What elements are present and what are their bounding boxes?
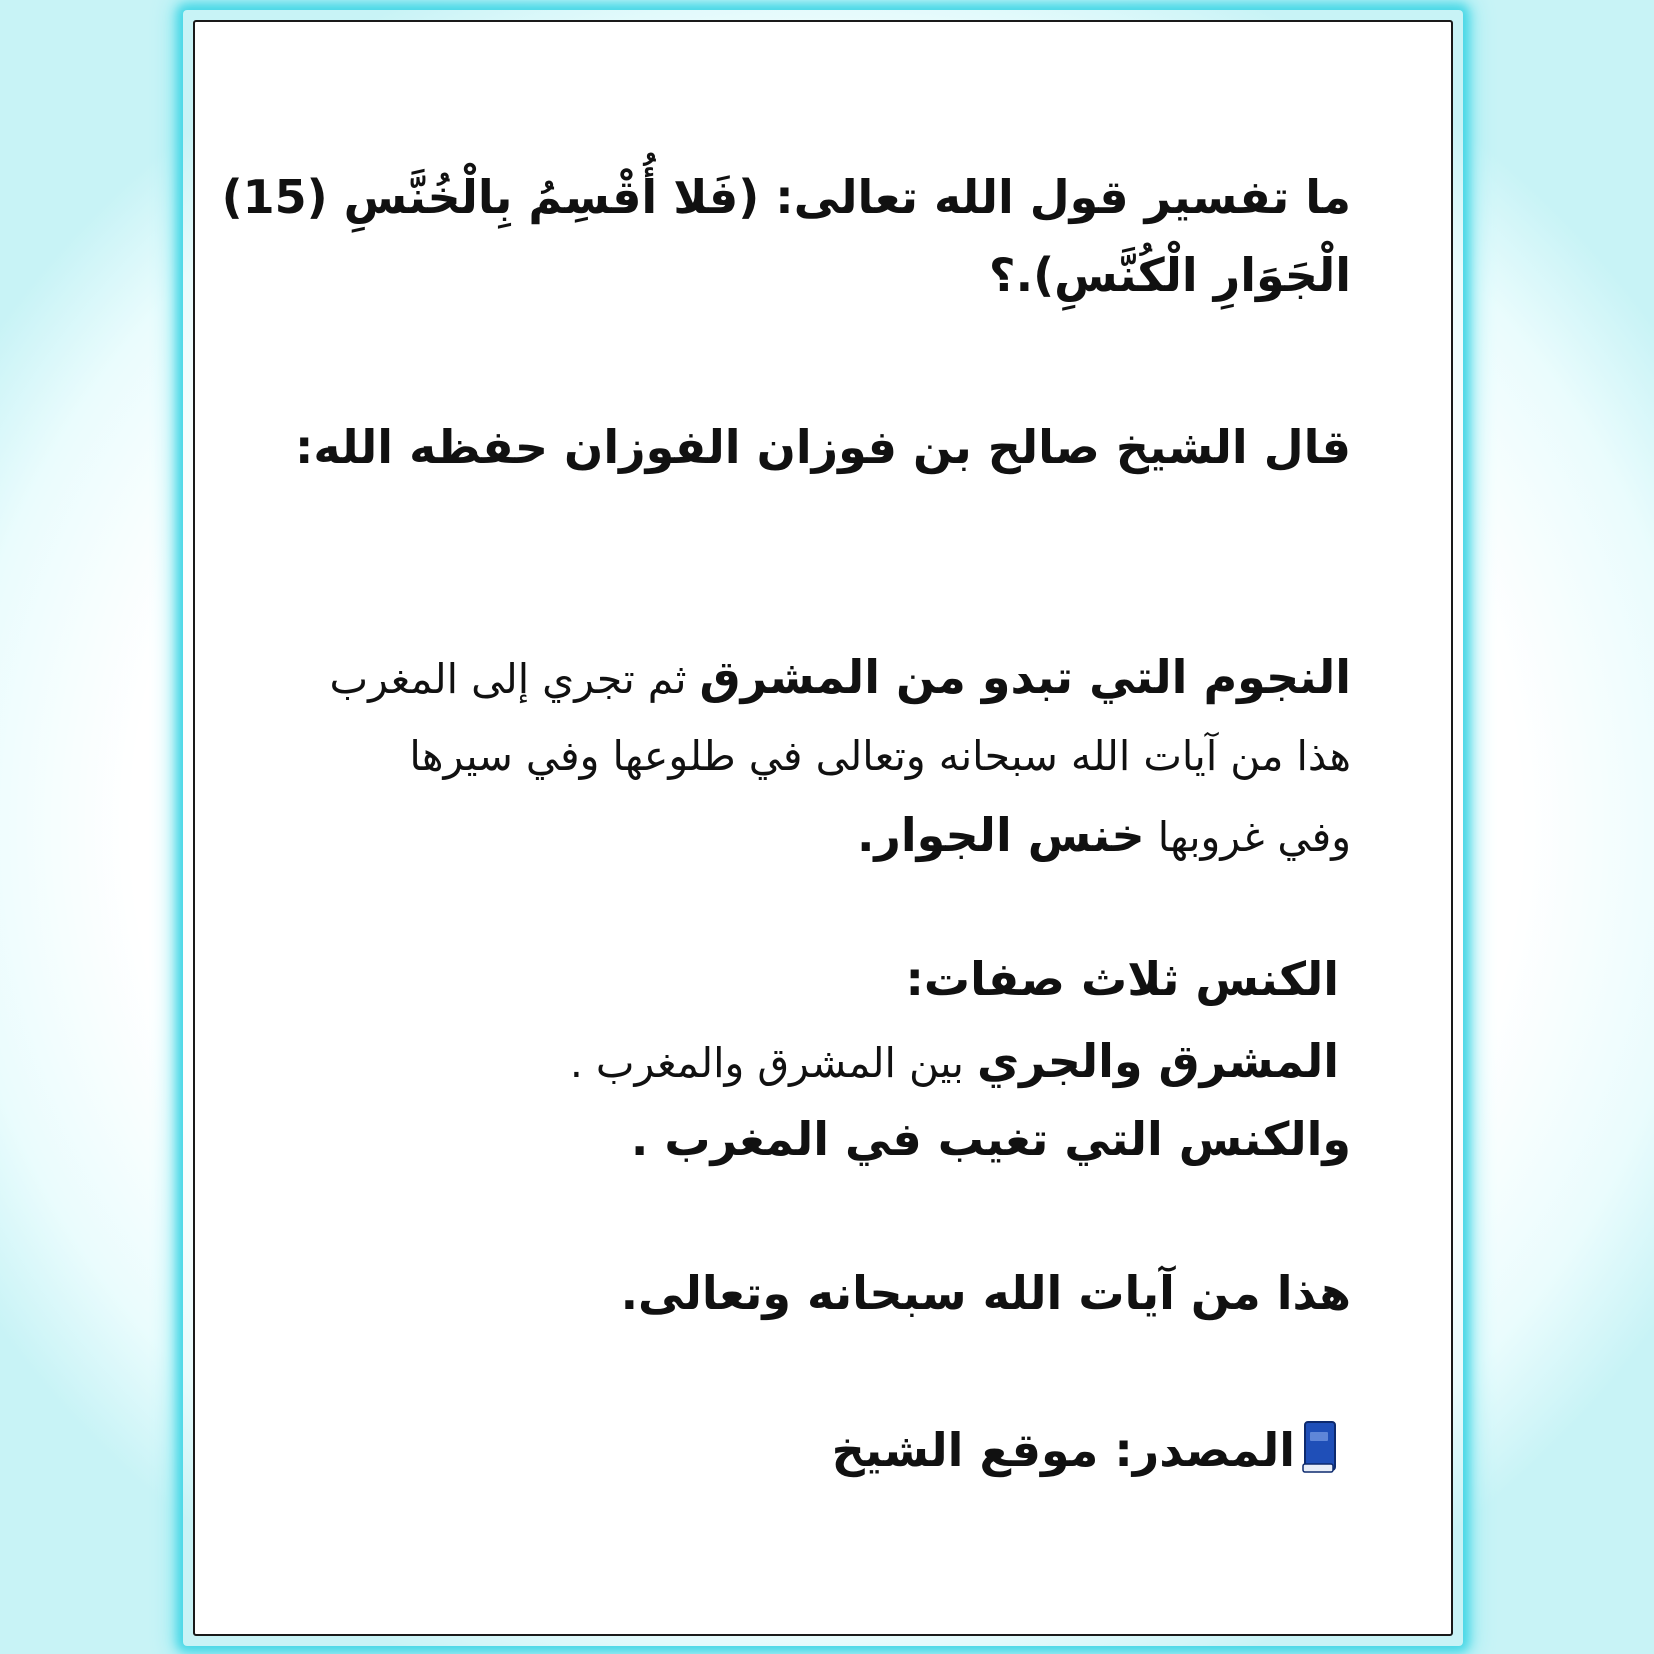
answer-line-3 — [857, 808, 1351, 862]
answer-line-1-rest: ثم تجري إلى المغرب — [329, 655, 700, 703]
kunnas-item-1-bold: المشرق والجري — [976, 1034, 1339, 1088]
kunnas-item-1 — [570, 1034, 1339, 1088]
answer-line-3-start: وفي غروبها — [1144, 813, 1351, 861]
question-line-2: الْجَوَارِ الْكُنَّسِ).؟ — [988, 248, 1351, 302]
answer-line-2: هذا من آيات الله سبحانه وتعالى في طلوعها وفي سيرها — [409, 732, 1351, 780]
kunnas-item-1-rest: بين المشرق والمغرب . — [569, 1039, 977, 1087]
answer-line-1 — [329, 650, 1351, 704]
closing-line: هذا من آيات الله سبحانه وتعالى. — [620, 1266, 1351, 1320]
document-content — [195, 22, 1451, 1634]
kunnas-heading: الكنس ثلاث صفات: — [905, 952, 1339, 1006]
kunnas-item-2: والكنس التي تغيب في المغرب . — [630, 1112, 1351, 1166]
answer-line-1-bold: النجوم التي تبدو من المشرق — [699, 650, 1351, 704]
source-text: المصدر: موقع الشيخ — [831, 1423, 1295, 1477]
question-line-1: ما تفسير قول الله تعالى: (فَلا أُقْسِمُ بِالْخُنَّسِ (15) — [221, 170, 1351, 224]
answer-line-3-bold: خنس الجوار. — [856, 808, 1145, 862]
attribution-line: قال الشيخ صالح بن فوزان الفوزان حفظه الله: — [294, 420, 1351, 474]
source-line — [832, 1420, 1337, 1477]
document-card — [193, 20, 1453, 1636]
blue-book-icon — [1301, 1420, 1337, 1474]
